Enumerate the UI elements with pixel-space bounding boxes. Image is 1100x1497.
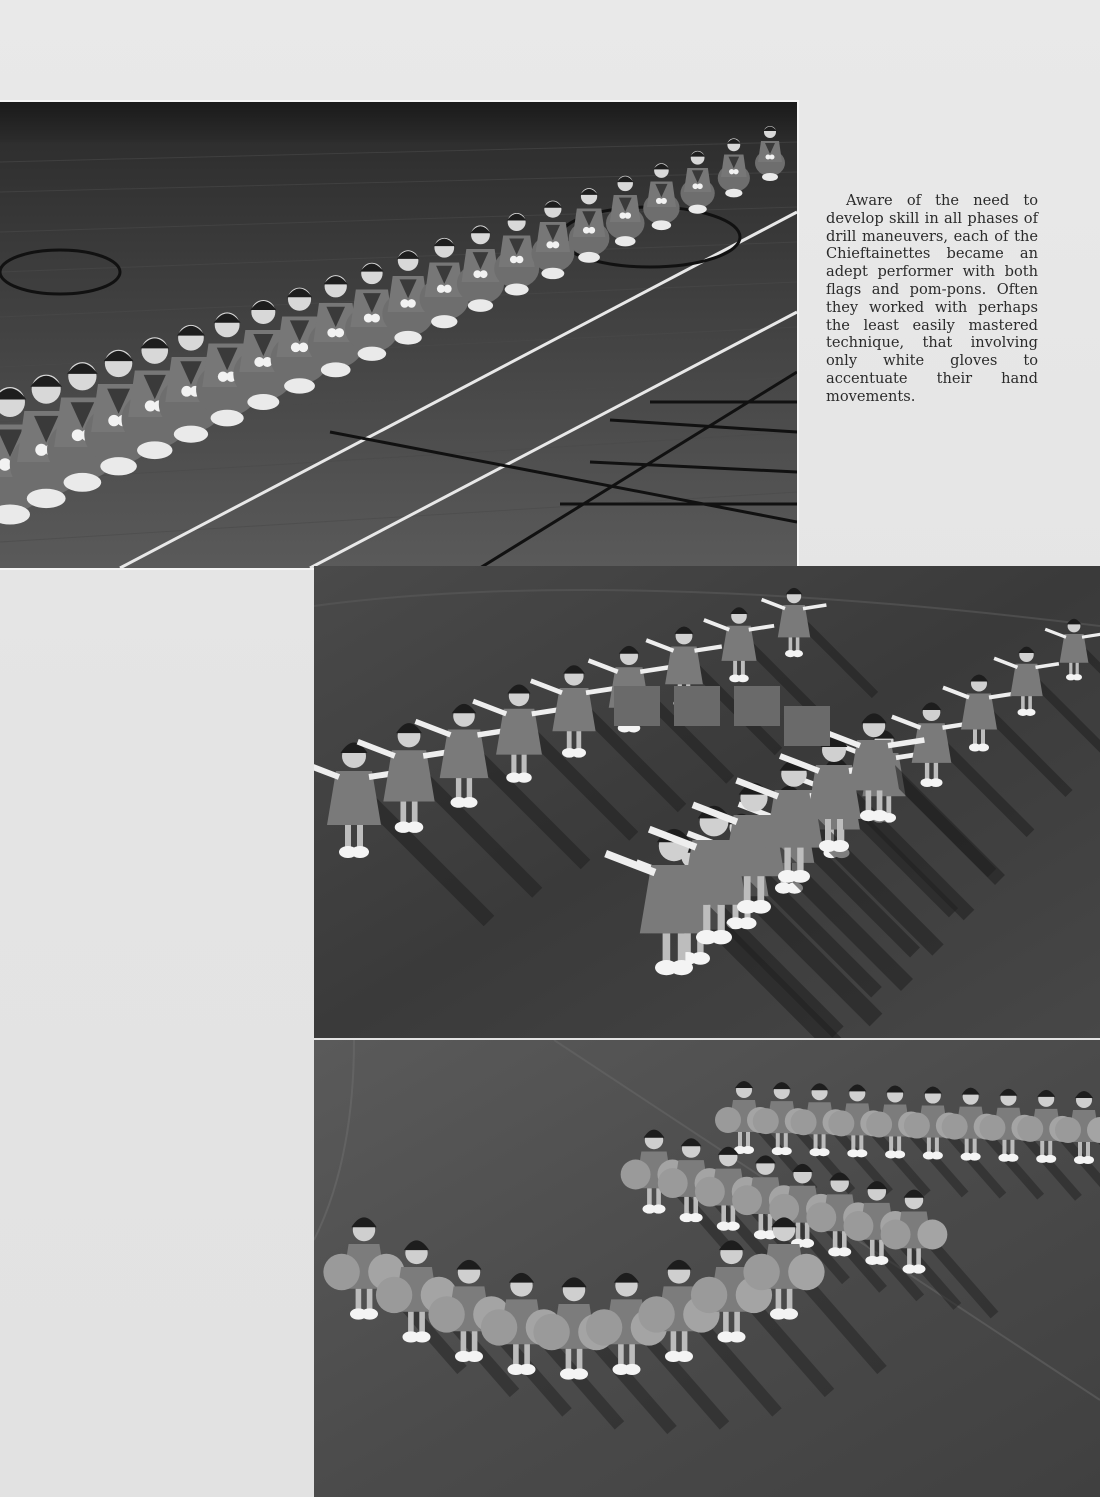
photo-gym-white-gloves [0, 100, 799, 570]
photo-field-flags [314, 566, 1100, 1038]
gym-photo-graphic [0, 102, 797, 568]
flag-banner [784, 706, 830, 746]
flag-banner [674, 686, 720, 726]
pompons-photo-graphic [314, 1040, 1100, 1497]
flags-photo-graphic [314, 566, 1100, 1038]
photo-caption: Aware of the need to develop skill in all phases of drill maneuvers, each of the Chieftainettes became an adept performer with both flags and pom-pons. Often they worked with perhaps the least easily mastered technique, that involving only white gloves to accentuate their hand movements. [826, 192, 1038, 405]
flag-banner [614, 686, 660, 726]
photo-field-pompons [314, 1040, 1100, 1497]
flag-banner [734, 686, 780, 726]
